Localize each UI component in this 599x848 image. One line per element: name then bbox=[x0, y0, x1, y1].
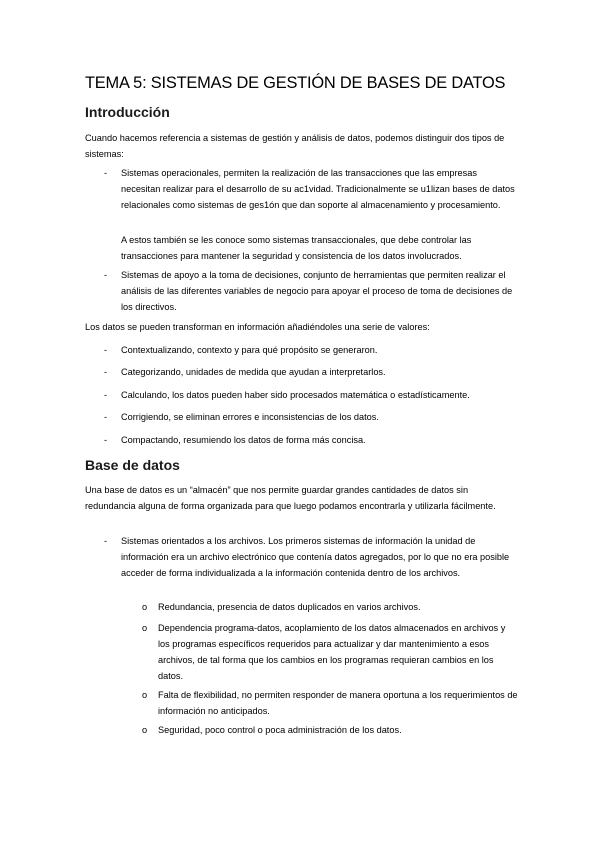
page-title: TEMA 5: SISTEMAS DE GESTIÓN DE BASES DE DATOS bbox=[85, 74, 506, 92]
sub-list-item: Dependencia programa-datos, acoplamiento de los datos almacenados en archivos y los programas específicos requeridos para actualizar y dar mantenimiento a esos archivos, de tal forma que los cambios en los programas requieran cambios en los datos. bbox=[158, 623, 506, 681]
sub-list-item: Seguridad, poco control o poca administración de los datos. bbox=[158, 725, 402, 735]
bullet-dash: - bbox=[104, 270, 108, 280]
database-paragraph: Una base de datos es un “almacén” que nos permite guardar grandes cantidades de datos sin redundancia alguna de forma organizada para que luego podamos encontrarla y utilizarla fácilmente. bbox=[85, 485, 496, 511]
sub-list-item: Falta de flexibilidad, no permiten responder de manera oportuna a los requerimientos de información no anticipados. bbox=[158, 690, 518, 716]
list-item: Categorizando, unidades de medida que ayudan a interpretarlos. bbox=[121, 367, 386, 377]
list-item: Compactando, resumiendo los datos de forma más concisa. bbox=[121, 435, 366, 445]
list-item: Sistemas de apoyo a la toma de decisiones, conjunto de herramientas que permiten realizar el análisis de las diferentes variables de negocio para apoyar el proceso de toma de decisiones de los directivos. bbox=[121, 270, 513, 312]
bullet-dash: - bbox=[104, 345, 108, 355]
bullet-circle: o bbox=[142, 602, 148, 612]
list-item: Sistemas operacionales, permiten la realización de las transacciones que las empresas necesitan realizar para el desarrollo de su ac1vidad. Tradicionalmente se u1lizan bases de datos relacionales como sistemas de ges1ón que dan soporte al almacenamiento y procesamiento. bbox=[121, 168, 515, 210]
transform-paragraph: Los datos se pueden transforman en información añadiéndoles una serie de valores: bbox=[85, 322, 430, 332]
bullet-dash: - bbox=[104, 367, 108, 377]
section-heading-introduccion: Introducción bbox=[85, 104, 170, 120]
list-item: Sistemas orientados a los archivos. Los primeros sistemas de información la unidad de información era un archivo electrónico que contenía datos agregados, por lo que no era posible acceder de forma individualizada a la información contenida dentro de los archivos. bbox=[121, 536, 510, 578]
bullet-dash: - bbox=[104, 435, 108, 445]
bullet-circle: o bbox=[142, 623, 148, 633]
bullet-dash: - bbox=[104, 536, 108, 546]
bullet-dash: - bbox=[104, 168, 108, 178]
bullet-dash: - bbox=[104, 412, 108, 422]
bullet-circle: o bbox=[142, 690, 148, 700]
bullet-dash: - bbox=[104, 390, 108, 400]
list-item: Calculando, los datos pueden haber sido procesados matemática o estadísticamente. bbox=[121, 390, 470, 400]
intro-paragraph: Cuando hacemos referencia a sistemas de gestión y análisis de datos, podemos distinguir dos tipos de sistemas: bbox=[85, 133, 505, 159]
bullet-circle: o bbox=[142, 725, 148, 735]
list-item-continuation: A estos también se les conoce somo sistemas transaccionales, que debe controlar las transacciones para mantener la seguridad y consistencia de los datos involucrados. bbox=[121, 235, 472, 261]
list-item: Corrigiendo, se eliminan errores e inconsistencias de los datos. bbox=[121, 412, 379, 422]
section-heading-base-de-datos: Base de datos bbox=[85, 457, 180, 473]
list-item: Contextualizando, contexto y para qué propósito se generaron. bbox=[121, 345, 378, 355]
sub-list-item: Redundancia, presencia de datos duplicados en varios archivos. bbox=[158, 602, 421, 612]
